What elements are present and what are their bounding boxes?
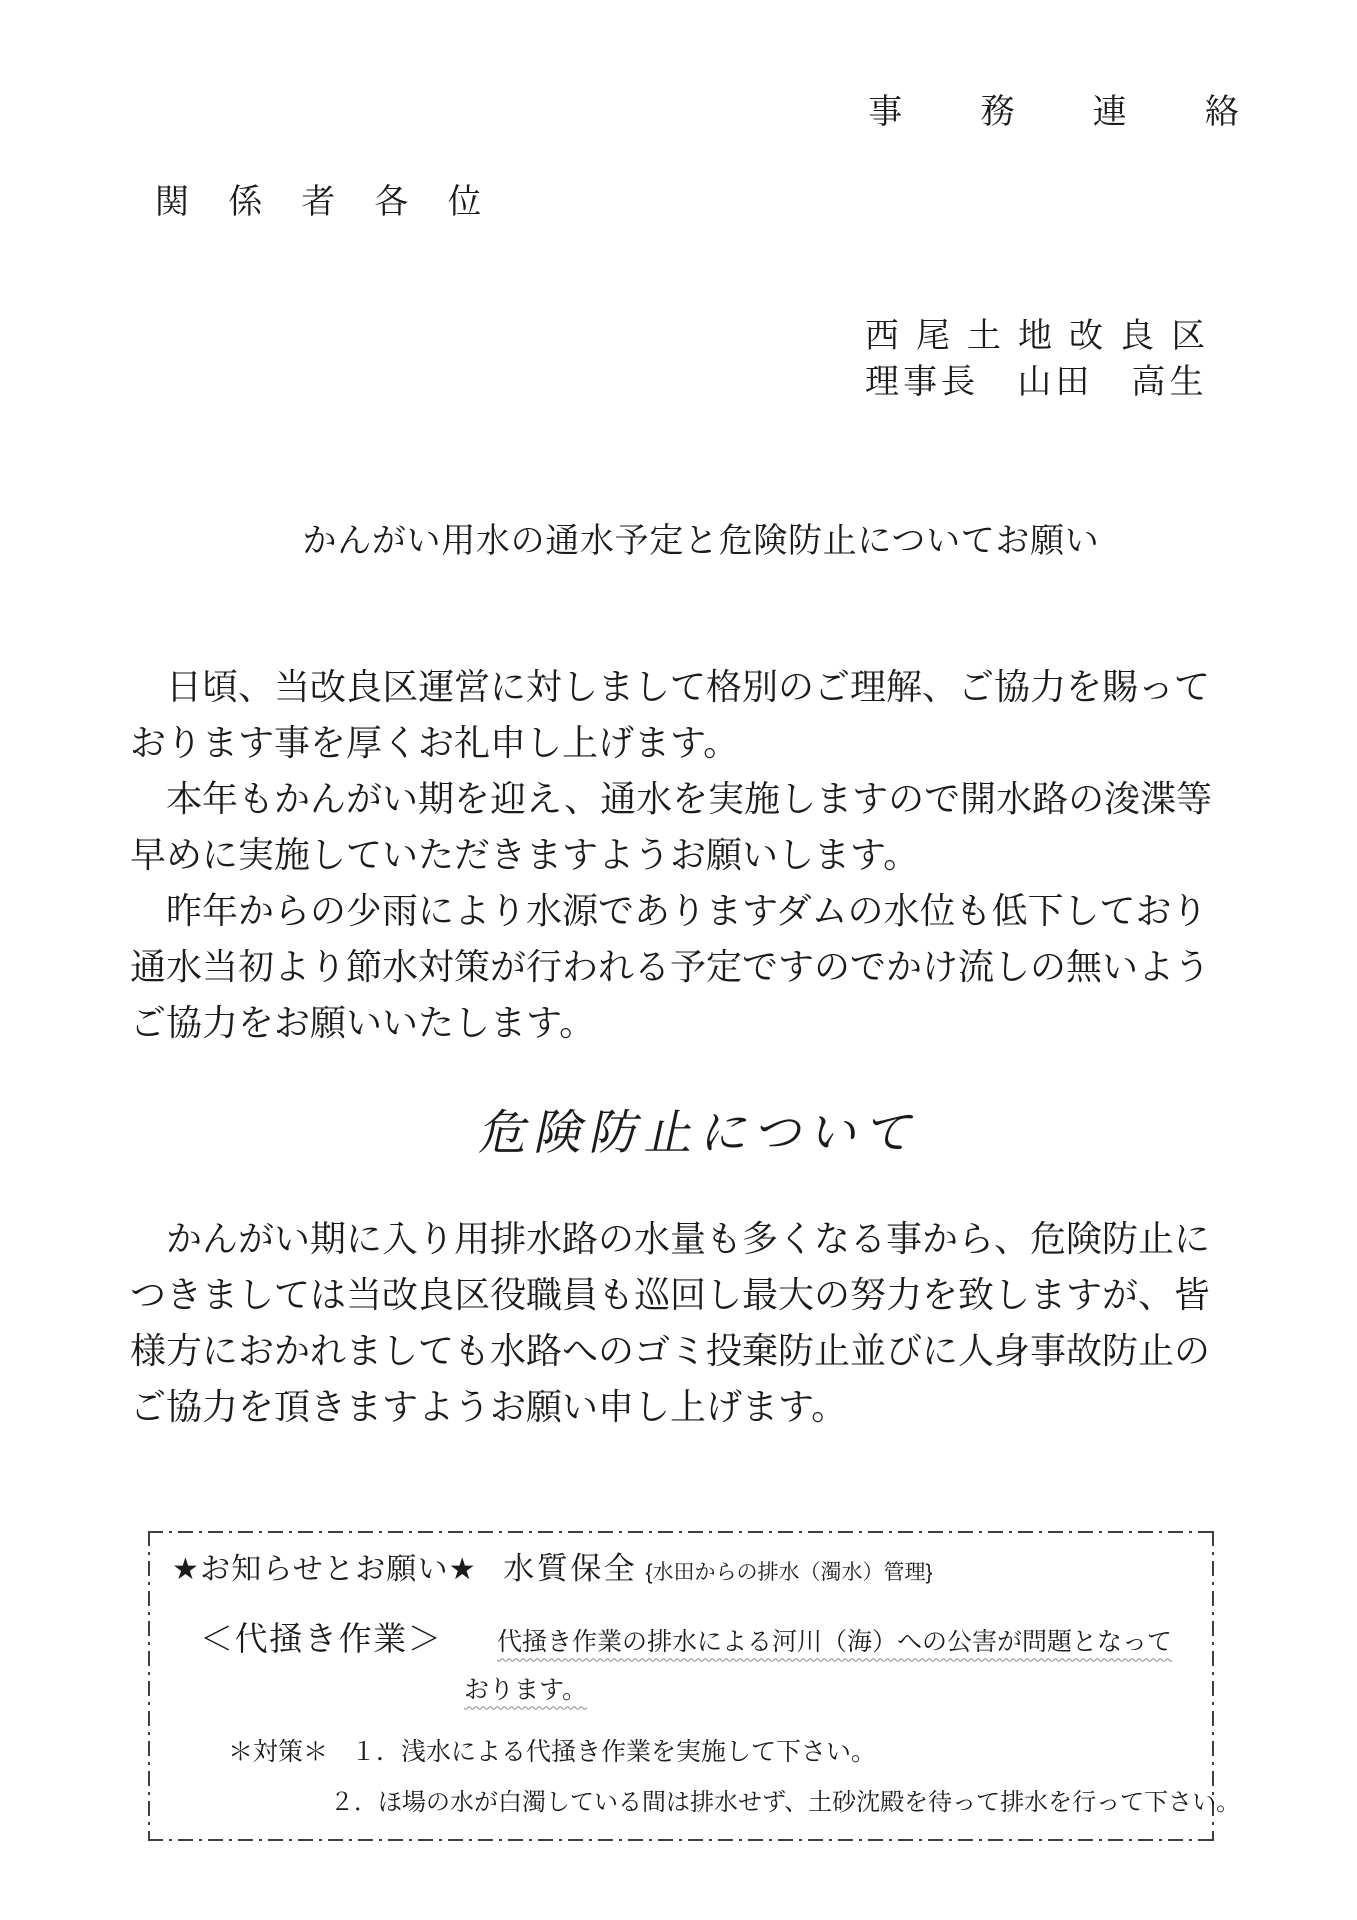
puddling-work-label: ＜代掻き作業＞ bbox=[200, 1620, 443, 1658]
text-line: 様方におかれましても水路へのゴミ投棄防止並びに人身事故防止の bbox=[130, 1331, 1211, 1372]
notice-subsection bbox=[172, 1613, 1190, 1660]
notice-headline bbox=[172, 1549, 1190, 1593]
water-quality-note: {水田からの排水（濁水）管理} bbox=[645, 1561, 933, 1585]
issue-text-continuation bbox=[464, 1670, 1190, 1706]
text-line: 通水当初より節水対策が行われる予定ですのでかけ流しの無いよう bbox=[130, 947, 1211, 988]
addressee: 関係者各位 bbox=[155, 183, 521, 221]
measures-label: ＊対策＊ bbox=[228, 1738, 329, 1767]
sender-title-name: 理事長 山田 高生 bbox=[865, 363, 1208, 401]
text-line: つきましては当改良区役職員も巡回し最大の努力を致しますが、皆 bbox=[130, 1275, 1211, 1316]
text-line: ご協力をお願いいたします。 bbox=[130, 1003, 596, 1044]
section-heading-text: 危険防止について bbox=[475, 1107, 928, 1161]
doc-type-label: 事務連絡 bbox=[868, 94, 1317, 131]
notice-box bbox=[148, 1531, 1241, 1841]
text-line: おります事を厚くお礼申し上げます。 bbox=[130, 723, 740, 764]
text-line: ご協力を頂きますようお願い申し上げます。 bbox=[130, 1387, 848, 1428]
sender-org: 西尾土地改良区 bbox=[865, 317, 1222, 355]
text-line: 日頃、当改良区運営に対しまして格別のご理解、ご協力を賜って bbox=[130, 667, 1211, 708]
water-quality-label: 水質保全 bbox=[503, 1551, 638, 1587]
paragraph-greeting bbox=[130, 659, 1272, 1051]
paragraph-hazard bbox=[130, 1211, 1272, 1435]
issue-text-line1: 代掻き作業の排水による河川（海）への公害が問題となって bbox=[497, 1628, 1173, 1657]
issue-text-line2: おります。 bbox=[464, 1676, 588, 1705]
text-line: 昨年からの少雨により水源でありますダムの水位も低下しており bbox=[130, 891, 1208, 932]
measure-2: ２．ほ場の水が白濁している間は排水せず、土砂沈殿を待って排水を行って下さい。 bbox=[330, 1789, 1241, 1817]
sender-block bbox=[865, 314, 1272, 406]
text-line: 早めに実施していただきますようお願いします。 bbox=[130, 835, 920, 876]
text-line: 本年もかんがい期を迎え、通水を実施しますので開水路の浚渫等 bbox=[130, 779, 1213, 820]
section-heading bbox=[130, 1103, 1272, 1165]
notice-headline-stars: ★お知らせとお願い★ bbox=[172, 1553, 477, 1587]
measure-1: １．浅水による代掻き作業を実施して下さい。 bbox=[350, 1738, 876, 1767]
document-title: かんがい用水の通水予定と危険防止についてお願い bbox=[302, 522, 1100, 560]
text-line: かんがい期に入り用排水路の水量も多くなる事から、危険防止に bbox=[130, 1219, 1211, 1260]
measures-line bbox=[228, 1732, 1190, 1768]
